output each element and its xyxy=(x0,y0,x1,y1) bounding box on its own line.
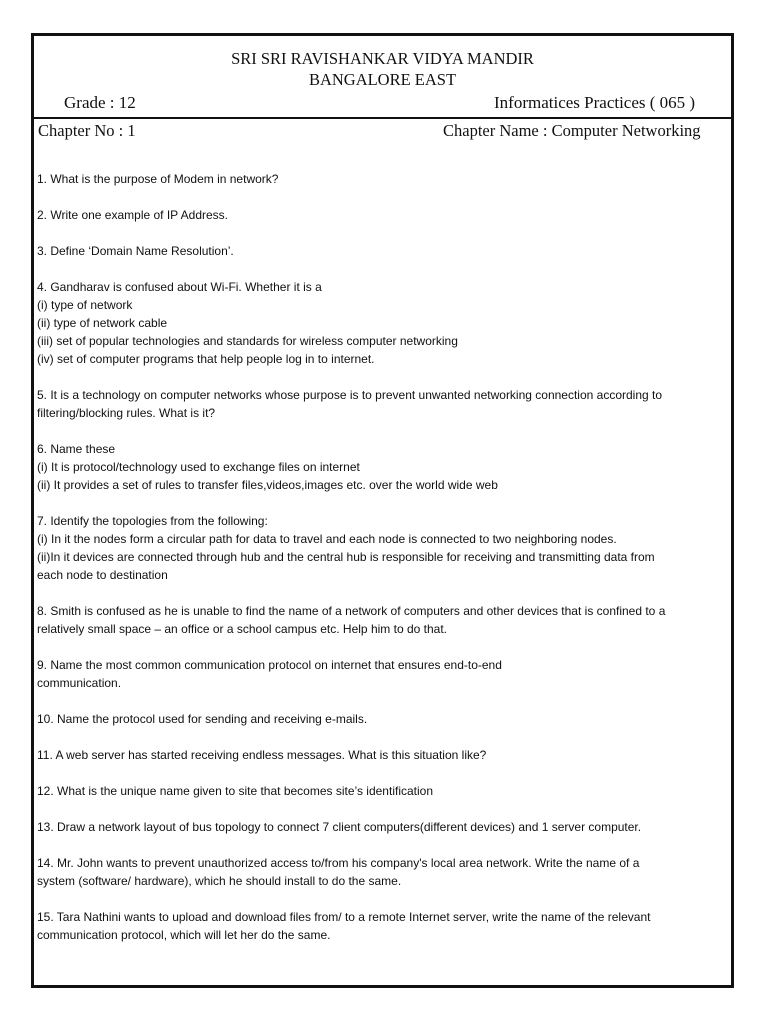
question-item xyxy=(37,854,735,890)
school-location: BANGALORE EAST xyxy=(308,70,457,89)
question-line: relatively small space – an office or a school campus etc. Help him to do that. xyxy=(37,622,447,636)
question-line: (ii) It provides a set of rules to transfer files,videos,images etc. over the world wide web xyxy=(37,478,498,492)
worksheet-page xyxy=(31,33,734,988)
question-line: system (software/ hardware), which he should install to do the same. xyxy=(37,874,402,888)
question-line: communication protocol, which will let her do the same. xyxy=(37,928,331,942)
question-line: communication. xyxy=(37,676,122,690)
question-list xyxy=(37,170,735,962)
question-item xyxy=(37,440,735,494)
question-line: (ii) type of network cable xyxy=(37,316,168,330)
school-name: SRI SRI RAVISHANKAR VIDYA MANDIR xyxy=(231,49,534,68)
question-text: 6. Name these xyxy=(37,442,116,456)
question-line: each node to destination xyxy=(37,568,168,582)
question-text: 9. Name the most common communication protocol on internet that ensures end-to-end xyxy=(37,658,502,672)
question-text: 5. It is a technology on computer networks whose purpose is to prevent unwanted networking connection according to xyxy=(37,388,663,402)
question-line: (iii) set of popular technologies and standards for wireless computer networking xyxy=(37,334,458,348)
question-item xyxy=(37,170,735,188)
question-line: (i) It is protocol/technology used to exchange files on internet xyxy=(37,460,360,474)
question-text: 2. Write one example of IP Address. xyxy=(37,208,228,222)
question-text: 14. Mr. John wants to prevent unauthorized access to/from his company's local area network. Write the name of a xyxy=(37,856,640,870)
question-item xyxy=(37,710,735,728)
question-item xyxy=(37,242,735,260)
grade-label: Grade : 12 xyxy=(64,93,136,112)
question-text: 7. Identify the topologies from the following: xyxy=(37,514,268,528)
question-item xyxy=(37,206,735,224)
worksheet-header xyxy=(34,36,731,121)
question-item xyxy=(37,602,735,638)
question-item xyxy=(37,278,735,368)
question-line: (ii)In it devices are connected through hub and the central hub is responsible for receiving and transmitting data from xyxy=(37,550,655,564)
question-text: 15. Tara Nathini wants to upload and download files from/ to a remote Internet server, write the name of the relevant xyxy=(37,910,651,924)
question-text: 11. A web server has started receiving endless messages. What is this situation like? xyxy=(37,748,487,762)
question-line: (iv) set of computer programs that help people log in to internet. xyxy=(37,352,375,366)
question-text: 10. Name the protocol used for sending and receiving e-mails. xyxy=(37,712,368,726)
question-item xyxy=(37,746,735,764)
question-item xyxy=(37,512,735,584)
question-text: 4. Gandharav is confused about Wi-Fi. Whether it is a xyxy=(37,280,322,294)
subject-label: Informatices Practices ( 065 ) xyxy=(494,93,696,112)
chapter-name: Chapter Name : Computer Networking xyxy=(443,121,701,140)
question-item xyxy=(37,656,735,692)
question-text: 12. What is the unique name given to site that becomes site’s identification xyxy=(37,784,434,798)
question-text: 8. Smith is confused as he is unable to find the name of a network of computers and other devices that is confined to a xyxy=(37,604,666,618)
question-item xyxy=(37,782,735,800)
question-item xyxy=(37,386,735,422)
question-item xyxy=(37,818,735,836)
question-text: 3. Define ‘Domain Name Resolution’. xyxy=(37,244,234,258)
chapter-number: Chapter No : 1 xyxy=(38,121,136,140)
question-item xyxy=(37,908,735,944)
question-line: (i) type of network xyxy=(37,298,133,312)
question-line: filtering/blocking rules. What is it? xyxy=(37,406,216,420)
question-line: (i) In it the nodes form a circular path for data to travel and each node is connected to two neighboring nodes. xyxy=(37,532,617,546)
chapter-row xyxy=(34,119,731,141)
question-text: 1. What is the purpose of Modem in network? xyxy=(37,172,279,186)
question-text: 13. Draw a network layout of bus topology to connect 7 client computers(different devices) and 1 server computer. xyxy=(37,820,642,834)
